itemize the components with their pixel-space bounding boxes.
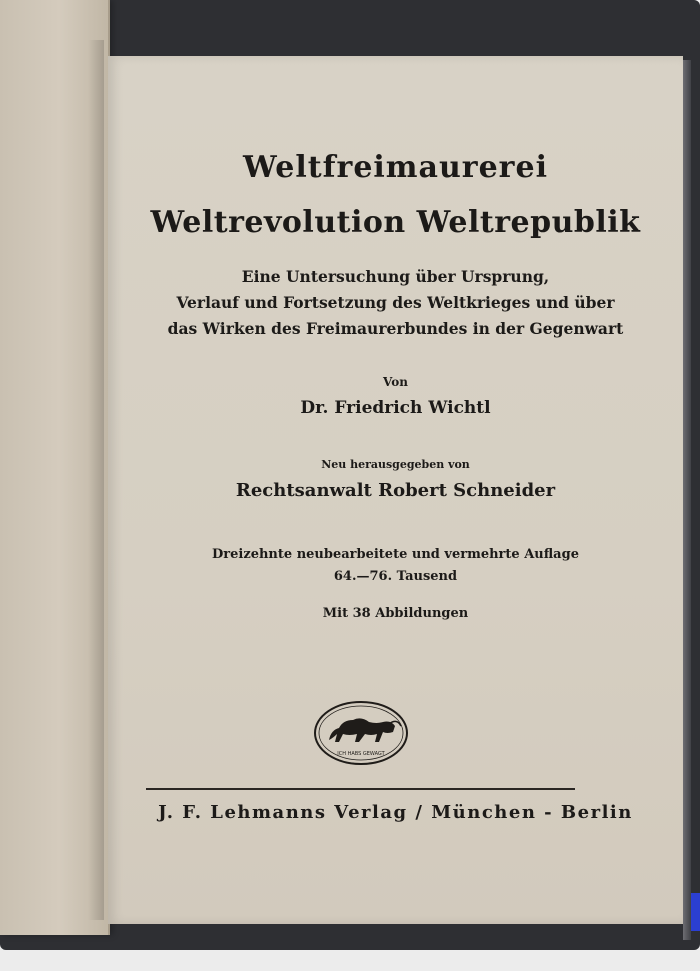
title-line-2: Weltrevolution Weltrepublik	[150, 205, 641, 240]
author-name: Dr. Friedrich Wichtl	[300, 398, 491, 418]
bookmark-tab	[691, 893, 700, 931]
subtitle-line-2: Verlauf und Fortsetzung des Weltkrieges und über	[176, 293, 615, 312]
print-run: 64.—76. Tausend	[333, 569, 458, 584]
title-line-1: Weltfreimaurerei	[243, 150, 548, 185]
subtitle-line-1: Eine Untersuchung über Ursprung,	[241, 267, 550, 286]
subtitle-line-3: das Wirken des Freimaurerbundes in der Gegenwart	[167, 319, 624, 338]
page-fold-shadow	[88, 40, 104, 920]
page-edge	[683, 60, 691, 940]
editor-note: Neu herausgegeben von	[321, 458, 470, 471]
publisher-imprint: J. F. Lehmanns Verlag / München - Berlin	[158, 802, 633, 823]
editor-name: Rechtsanwalt Robert Schneider	[235, 480, 556, 501]
illustrations-count: Mit 38 Abbildungen	[322, 606, 469, 621]
edition-line: Dreizehnte neubearbeitete und vermehrte Auflage	[212, 547, 579, 562]
lion-emblem-icon	[313, 700, 409, 766]
svg-text:ICH HABS GEWAGT: ICH HABS GEWAGT	[337, 751, 385, 757]
divider-rule	[146, 788, 575, 790]
byline-von: Von	[383, 375, 408, 389]
left-page	[0, 0, 110, 935]
